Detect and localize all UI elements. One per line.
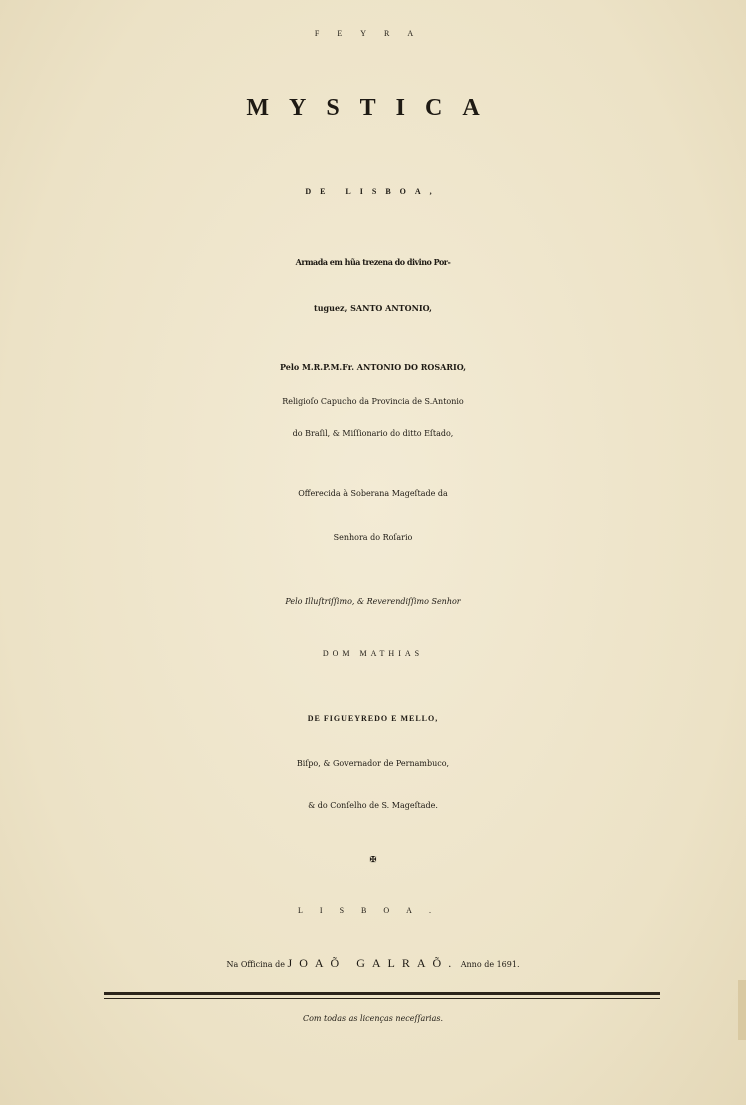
- imprint-year: Anno de 1691.: [460, 960, 520, 969]
- patron-name-line-2: DE FIGUEYREDO E MELLO,: [307, 714, 439, 723]
- patron-intro: Pelo Illuſtriſſimo, & Reverendiſſimo Senhor: [285, 597, 461, 606]
- dedication-line-2: Senhora do Roſario: [333, 533, 413, 542]
- author-line-2: Religioſo Capucho da Provincia de S.Antonio: [282, 397, 464, 406]
- title-line-de-lisboa: DE LISBOA,: [305, 187, 441, 196]
- title-line-feyra: FEYRA: [314, 29, 432, 38]
- subtitle-line-1: Armada em hũa trezena do divino Por-: [295, 257, 451, 267]
- double-rule-bottom: [104, 998, 660, 999]
- title-line-mystica: MYSTICA: [246, 95, 500, 121]
- patron-name-line-1: DOM MATHIAS: [322, 649, 424, 658]
- author-line-1: Pelo M.R.P.M.Fr. ANTONIO DO ROSARIO,: [279, 362, 467, 372]
- imprint-line: [0, 957, 746, 969]
- imprint-pre: Na Officina de: [226, 960, 285, 969]
- cross-ornament-icon: ✠: [369, 854, 377, 864]
- imprint-city: LISBOA.: [298, 906, 448, 915]
- license-line: Com todas as licenças neceſſarias.: [302, 1014, 444, 1023]
- patron-office-line-1: Biſpo, & Governador de Pernambuco,: [296, 759, 450, 768]
- dedication-line-1: Offerecida à Soberana Mageſtade da: [298, 489, 448, 498]
- author-line-3: do Braſil, & Miſſionario do ditto Eſtado,: [292, 429, 454, 438]
- page-edge: [738, 980, 746, 1040]
- subtitle-line-2: tuguez, SANTO ANTONIO,: [314, 303, 432, 313]
- double-rule-top: [104, 992, 660, 995]
- patron-office-line-2: & do Conſelho de S. Mageſtade.: [308, 801, 438, 810]
- imprint-printer: JOAÕ GALRAÕ.: [287, 956, 459, 970]
